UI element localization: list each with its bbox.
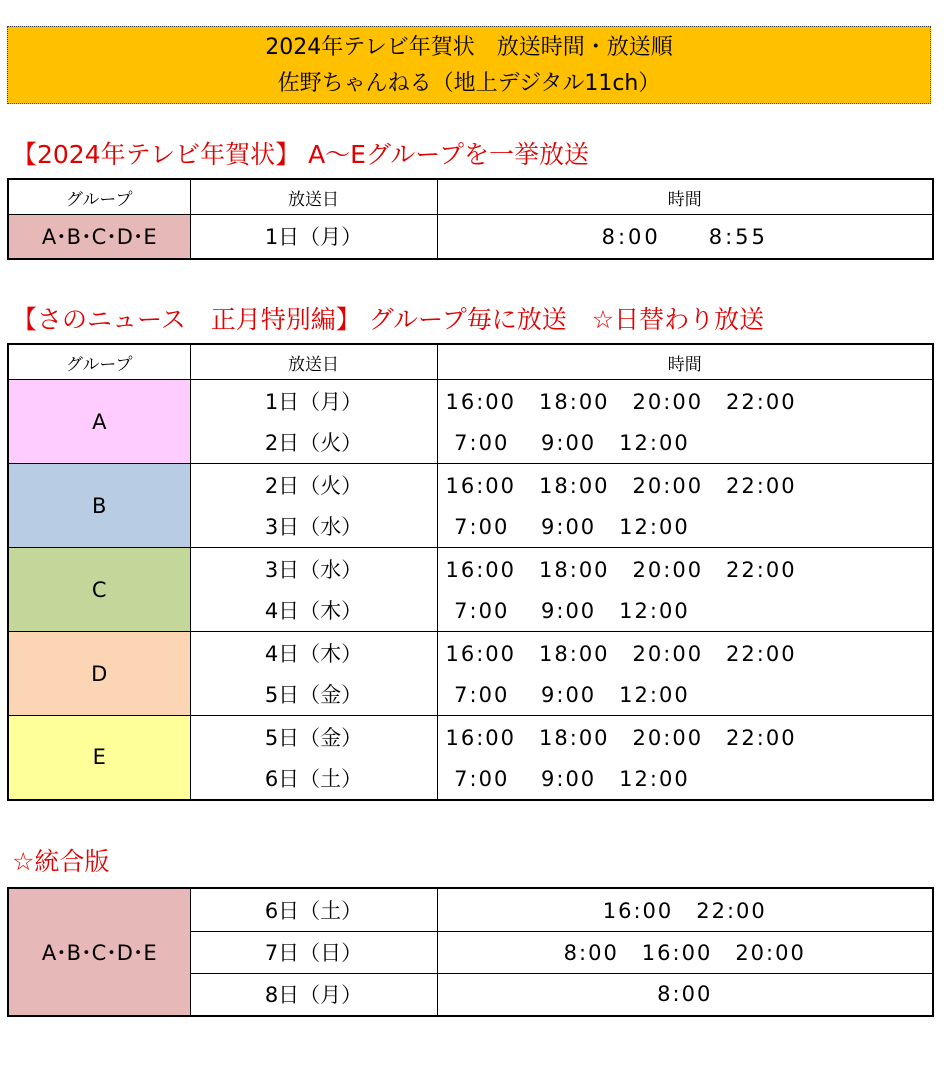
time-cell: 7:00 9:00 12:00 <box>437 422 933 464</box>
group-cell-e: E <box>8 716 190 800</box>
date-cell: 4日（木） <box>190 632 437 674</box>
date-cell: 3日（水） <box>190 548 437 590</box>
date-cell: 3日（水） <box>190 506 437 548</box>
date-cell: 6日（土） <box>190 758 437 800</box>
header-time: 時間 <box>437 344 933 380</box>
time-cell: 16:00 22:00 <box>437 888 933 931</box>
section2-heading: 【さのニュース 正月特別編】 グループ毎に放送 ☆日替わり放送 <box>12 305 765 334</box>
header-date: 放送日 <box>190 179 437 215</box>
date-cell: 4日（木） <box>190 590 437 632</box>
group-cell-c: C <box>8 548 190 632</box>
banner-title: 2024年テレビ年賀状 放送時間・放送順 <box>265 35 673 60</box>
time-cell: 7:00 9:00 12:00 <box>437 674 933 716</box>
date-cell: 1日（月） <box>190 380 437 422</box>
time-cell: 7:00 9:00 12:00 <box>437 506 933 548</box>
header-group: グループ <box>8 344 190 380</box>
time-cell: 7:00 9:00 12:00 <box>437 590 933 632</box>
time-cell: 16:00 18:00 20:00 22:00 <box>437 380 933 422</box>
date-cell: 1日（月） <box>190 215 437 259</box>
time-cell: 8:00 <box>437 973 933 1016</box>
banner-subtitle: 佐野ちゃんねる（地上デジタル11ch） <box>277 71 661 96</box>
date-cell: 8日（月） <box>190 973 437 1016</box>
title-banner <box>7 26 931 104</box>
date-cell: 5日（金） <box>190 674 437 716</box>
group-cell-d: D <box>8 632 190 716</box>
time-cell: 16:00 18:00 20:00 22:00 <box>437 716 933 758</box>
group-cell-a: A <box>8 380 190 464</box>
time-cell: 7:00 9:00 12:00 <box>437 758 933 800</box>
time-cell: 16:00 18:00 20:00 22:00 <box>437 548 933 590</box>
time-cell: 8:00 8:55 <box>437 215 933 259</box>
section1-table <box>7 178 934 260</box>
date-cell: 7日（日） <box>190 931 437 973</box>
date-cell: 6日（土） <box>190 888 437 931</box>
section1-heading: 【2024年テレビ年賀状】 A～Eグループを一挙放送 <box>12 140 589 169</box>
group-cell-b: B <box>8 464 190 548</box>
date-cell: 5日（金） <box>190 716 437 758</box>
time-cell: 16:00 18:00 20:00 22:00 <box>437 632 933 674</box>
section3-heading: ☆統合版 <box>12 847 110 876</box>
section2-table <box>7 343 934 801</box>
group-cell: A･B･C･D･E <box>8 888 190 1016</box>
header-group: グループ <box>8 179 190 215</box>
section3-table <box>7 887 934 1017</box>
time-cell: 16:00 18:00 20:00 22:00 <box>437 464 933 506</box>
header-time: 時間 <box>437 179 933 215</box>
header-date: 放送日 <box>190 344 437 380</box>
time-cell: 8:00 16:00 20:00 <box>437 931 933 973</box>
group-cell: A･B･C･D･E <box>8 215 190 259</box>
date-cell: 2日（火） <box>190 422 437 464</box>
date-cell: 2日（火） <box>190 464 437 506</box>
